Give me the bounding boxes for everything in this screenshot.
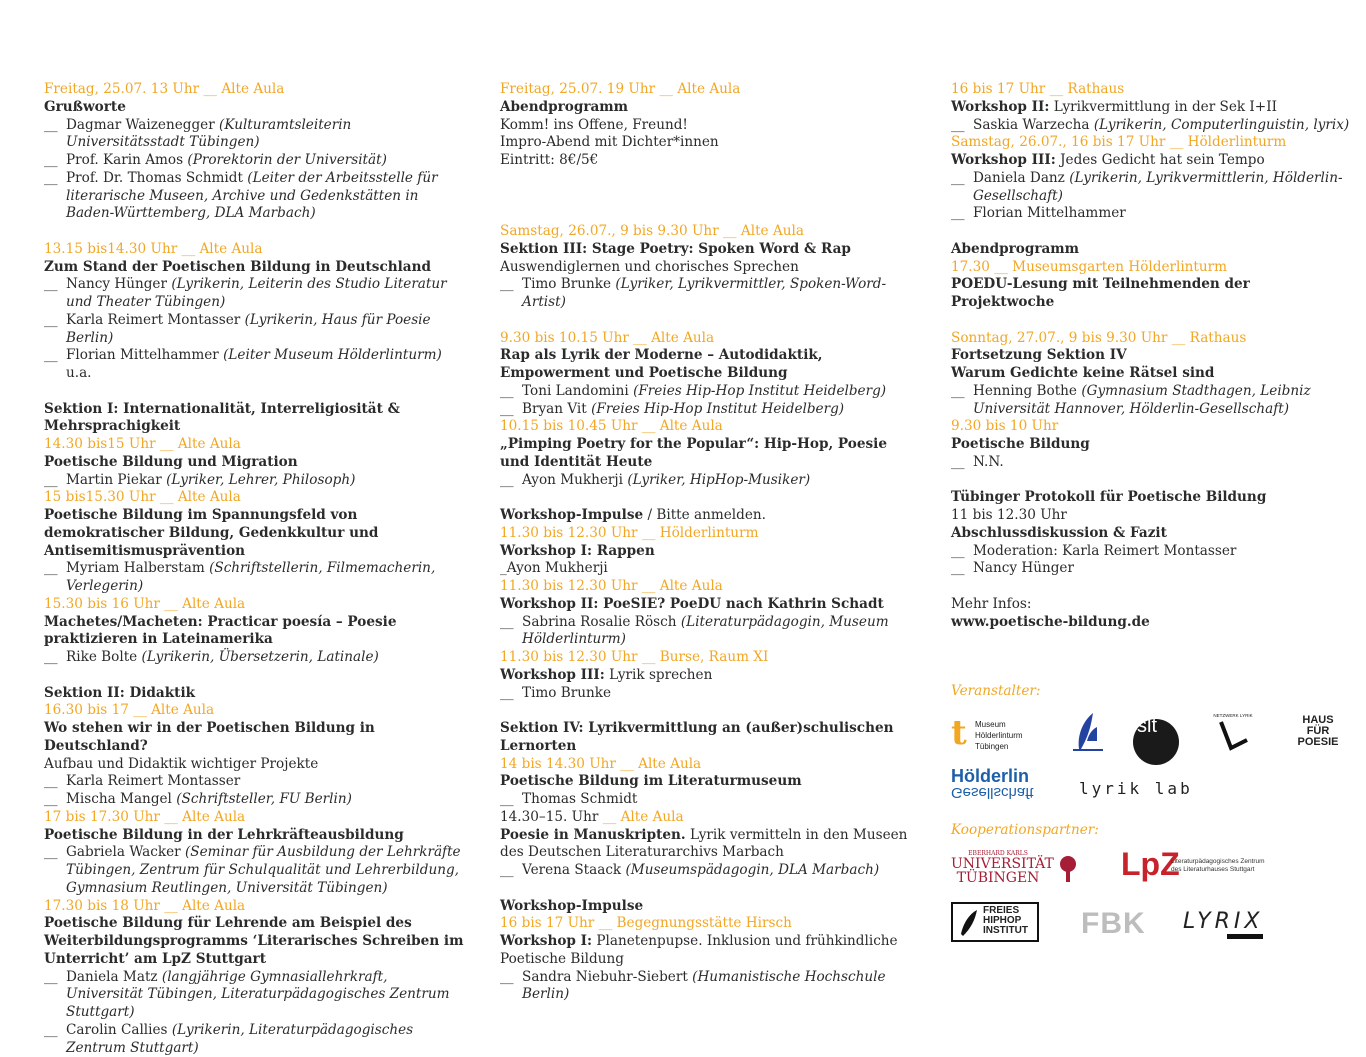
- speaker-role: (Seminar für Ausbildung der Lehrkräfte Tübingen, Zentrum für Schulqualität und Lehrerbildung, Gymnasium Reutlingen, Universität Tübingen): [66, 844, 461, 896]
- speaker-entry: [951, 383, 1351, 419]
- session-title: Workshop I: Rappen: [500, 542, 655, 559]
- session-title: [951, 152, 1351, 170]
- speaker-entry: [500, 862, 920, 880]
- session-time-location: 9.30 bis 10 Uhr: [951, 418, 1059, 435]
- dash-marker: __: [44, 276, 58, 293]
- speaker-role: (langjährige Gymnasiallehrkraft, Universität Tübingen, Literaturpädagogisches Zentrum Stuttgart): [66, 968, 450, 1020]
- dash-marker: __: [951, 169, 965, 186]
- speaker-name: Myriam Halberstam: [66, 560, 205, 577]
- program-column-3: [951, 81, 1351, 631]
- session-title: Poetische Bildung und Migration: [44, 453, 298, 470]
- session-time-location: 13.15 bis14.30 Uhr __ Alte Aula: [44, 240, 263, 257]
- speaker-entry: [44, 969, 464, 1022]
- dash-marker: __: [951, 382, 965, 399]
- spacer: [44, 223, 464, 241]
- speaker-entry: [500, 685, 920, 703]
- session-title: „Pimping Poetry for the Popular“: Hip-Hop, Poesie und Identität Heute: [500, 436, 887, 470]
- speaker-name: N.N.: [973, 453, 1004, 470]
- slt-text: slt: [1137, 714, 1157, 737]
- lyrik-lab-logo: [1079, 779, 1193, 798]
- session-title: Wo stehen wir in der Poetischen Bildung in Deutschland?: [44, 720, 375, 754]
- speaker-entry: [44, 560, 464, 596]
- session-time-location: 9.30 bis 10.15 Uhr __ Alte Aula: [500, 329, 715, 346]
- session-title: POEDU-Lesung mit Teilnehmenden der Projektwoche: [951, 276, 1250, 310]
- session-time-location: 14 bis 14.30 Uhr __ Alte Aula: [500, 755, 702, 772]
- speaker-entry: [500, 472, 920, 490]
- uni-text-1: UNIVERSITÄT: [951, 855, 1054, 872]
- museum-text-1: Museum: [975, 719, 1006, 729]
- speaker-entry: [500, 383, 920, 401]
- lyrix-logo: [1183, 908, 1273, 944]
- speaker-role: (Schriftsteller, FU Berlin): [176, 791, 352, 807]
- dash-marker: __: [44, 311, 58, 328]
- session-time-location: 14.30 bis15 Uhr __ Alte Aula: [44, 436, 241, 452]
- speaker-name: Timo Brunke: [522, 276, 612, 293]
- speaker-role: (Freies Hip-Hop Institut Heidelberg): [633, 382, 887, 399]
- slt-logo: [1133, 714, 1179, 765]
- program-column-2: [500, 81, 920, 1004]
- speaker-entry: [44, 170, 464, 223]
- speaker-name: Henning Bothe: [973, 382, 1077, 399]
- dash-marker: __: [951, 116, 965, 133]
- lpz-logo: [1121, 846, 1271, 890]
- museum-text-3: Tübingen: [975, 741, 1009, 751]
- session-title: Fortsetzung Sektion IV: [951, 347, 1127, 364]
- speaker-name: Sabrina Rosalie Rösch: [522, 613, 677, 630]
- session-title-bold: Workshop II:: [951, 98, 1050, 115]
- speaker-entry: [44, 152, 464, 170]
- dash-marker: __: [44, 791, 58, 807]
- speaker-role: (Lyriker, Lyrikvermittler, Spoken-Word-Artist): [522, 276, 887, 310]
- session-title: Zum Stand der Poetischen Bildung in Deutschland: [44, 258, 431, 275]
- session-title: Warum Gedichte keine Rätsel sind: [951, 365, 1215, 381]
- partner-logos: [951, 840, 1351, 950]
- dash-marker: __: [44, 471, 58, 488]
- dash-marker: __: [500, 382, 514, 399]
- spacer: [500, 312, 920, 330]
- session-title-rest: Planetenpupse. Inklusion und frühkindliche Poetische Bildung: [500, 933, 898, 967]
- speaker-name: Rike Bolte: [66, 649, 138, 665]
- spacer: [951, 312, 1351, 330]
- dash-marker: __: [951, 542, 965, 559]
- speaker-entry: [44, 844, 464, 897]
- dash-marker: __: [500, 791, 514, 807]
- dash-marker: __: [44, 773, 58, 790]
- speaker-entry: [951, 205, 1351, 223]
- organizer-logos: [951, 701, 1351, 809]
- session-title: Sektion II: Didaktik: [44, 684, 196, 701]
- haus-text-2: FÜR: [1306, 724, 1330, 737]
- spacer: [500, 170, 920, 223]
- speaker-name: Prof. Karin Amos: [66, 152, 184, 168]
- speaker-name: Sandra Niebuhr-Siebert: [522, 968, 688, 985]
- speaker-name: Verena Staack: [522, 862, 622, 878]
- lyrix-text: LYRIX: [1183, 908, 1264, 934]
- arbeitsstelle-feather-logo: [1067, 711, 1107, 755]
- dash-marker: __: [44, 347, 58, 364]
- speaker-name: Martin Piekar: [66, 471, 162, 488]
- fhi-text-1: FREIES: [983, 904, 1020, 916]
- speaker-role: (Lyrikerin, Übersetzerin, Latinale): [141, 649, 379, 665]
- speaker-name: Nancy Hünger: [66, 276, 167, 293]
- session-title: [500, 667, 920, 685]
- dash-marker: __: [500, 471, 514, 488]
- session-title: Workshop-Impulse: [500, 897, 644, 914]
- speaker-entry: [44, 117, 464, 153]
- speaker-name: Moderation: Karla Reimert Montasser: [973, 542, 1237, 559]
- dash-marker: __: [44, 1021, 58, 1038]
- museum-text-2: Hölderlinturm: [975, 730, 1023, 740]
- speaker-name: Daniela Danz: [973, 169, 1065, 186]
- speaker-extra: u.a.: [66, 365, 92, 381]
- session-title: Poetische Bildung für Lehrende am Beispiel des Weiterbildungsprogramms ‘Literarisches Schreiben im Unterricht’ am LpZ Stuttgart: [44, 915, 464, 967]
- dash-marker: __: [44, 560, 58, 577]
- session-text: Aufbau und Didaktik wichtiger Projekte: [44, 755, 319, 772]
- hoelderlin-text: Hölderlin: [951, 765, 1030, 786]
- speaker-name: Karla Reimert Montasser: [66, 773, 241, 790]
- hoelderlin-gesellschaft-logo: [951, 767, 1051, 801]
- fbk-logo: [1081, 904, 1151, 944]
- speaker-name: Ayon Mukherji: [522, 471, 623, 488]
- speaker-role: (Gymnasium Stadthagen, Leibniz Universität Hannover, Hölderlin-Gesellschaft): [973, 382, 1311, 417]
- lpz-desc-1: Literaturpädagogisches Zentrum: [1171, 857, 1265, 865]
- session-time-location: 16 bis 17 Uhr __ Rathaus: [951, 81, 1125, 97]
- speaker-name: Karla Reimert Montasser: [66, 311, 241, 328]
- dash-marker: __: [500, 968, 514, 985]
- session-title-rest: / Bitte anmelden.: [643, 507, 766, 523]
- session-title-rest: Lyrik vermitteln in den Museen des Deutschen Literaturarchivs Marbach: [500, 826, 908, 861]
- uni-text-2: TÜBINGEN: [956, 869, 1040, 886]
- dash-marker: __: [44, 152, 58, 168]
- session-title: [951, 99, 1351, 117]
- session-time-location: 15 bis15.30 Uhr __ Alte Aula: [44, 489, 241, 506]
- speaker-name: Timo Brunke: [522, 684, 612, 701]
- speaker-role: (Freies Hip-Hop Institut Heidelberg): [591, 400, 845, 417]
- speaker-entry: [500, 401, 920, 419]
- speaker-role: (Humanistische Hochschule Berlin): [522, 968, 886, 1003]
- dash-marker: __: [500, 684, 514, 701]
- speaker-role: (Lyriker, HipHop-Musiker): [627, 471, 811, 488]
- speaker-entry: [951, 117, 1351, 135]
- speaker-role: (Museumspädagogin, DLA Marbach): [625, 862, 880, 878]
- session-text: Eintritt: 8€/5€: [500, 152, 599, 168]
- speaker-role: (Lyriker, Lehrer, Philosoph): [166, 471, 356, 488]
- spacer: [500, 702, 920, 720]
- netzwerk-text: NETZWERK LYRIK: [1213, 712, 1253, 718]
- spacer: [951, 578, 1351, 596]
- session-title-bold: Poesie in Manuskripten.: [500, 826, 686, 843]
- session-text: Auswendiglernen und chorisches Sprechen: [500, 258, 799, 275]
- speaker-entry: [951, 454, 1351, 472]
- haus-fuer-poesie-logo: [1293, 715, 1343, 748]
- organizers-label: Veranstalter:: [951, 683, 1041, 699]
- session-text: _Ayon Mukherji: [500, 560, 608, 577]
- session-title-bold: Workshop-Impulse: [500, 507, 644, 523]
- speaker-entry: [44, 791, 464, 809]
- session-title-rest: Lyrikvermittlung in der Sek I+II: [1049, 98, 1277, 115]
- session-time-location: [500, 809, 920, 827]
- session-title-rest: Lyrik sprechen: [604, 666, 713, 683]
- logos-section: [951, 683, 1351, 950]
- speaker-role: (Lyrikerin, Leiterin des Studio Literatur und Theater Tübingen): [66, 276, 447, 310]
- universitaet-tuebingen-logo: [951, 850, 1081, 890]
- dash-marker: __: [44, 649, 58, 665]
- session-title: Poetische Bildung im Literaturmuseum: [500, 773, 802, 790]
- speaker-role: (Leiter Museum Hölderlinturm): [223, 347, 442, 364]
- session-title: Tübinger Protokoll für Poetische Bildung: [951, 489, 1267, 506]
- session-text: Impro-Abend mit Dichter*innen: [500, 134, 719, 151]
- session-title: Machetes/Macheten: Practicar poesía – Poesie praktizieren in Lateinamerika: [44, 613, 397, 648]
- haus-text-1: HAUS: [1302, 713, 1334, 726]
- dash-marker: __: [44, 968, 58, 985]
- session-title: [500, 507, 920, 525]
- speaker-entry: [44, 312, 464, 348]
- gesellschaft-text: Gesellschaft: [951, 783, 1034, 801]
- speaker-name: Carolin Callies: [66, 1021, 168, 1038]
- session-text: Komm! ins Offene, Freund!: [500, 116, 688, 133]
- speaker-role: (Leiter der Arbeitsstelle für literarische Museen, Archive und Gedenkstätten in Baden-Württemberg, DLA Marbach): [66, 169, 438, 222]
- dash-marker: __: [500, 276, 514, 293]
- speaker-role: (Lyrikerin, Lyrikvermittlerin, Hölderlin-Gesellschaft): [973, 169, 1343, 204]
- dash-marker: __: [500, 862, 514, 878]
- session-title: Abendprogramm: [951, 240, 1080, 257]
- spacer: [951, 223, 1351, 241]
- dash-marker: __: [500, 400, 514, 417]
- speaker-name: Nancy Hünger: [973, 560, 1074, 577]
- session-time: 14.30–15. Uhr: [500, 808, 603, 825]
- session-title-bold: Workshop I:: [500, 933, 593, 949]
- speaker-name: Thomas Schmidt: [522, 791, 638, 807]
- speaker-name: Saskia Warzecha: [973, 116, 1090, 133]
- session-text: Mehr Infos:: [951, 595, 1032, 612]
- session-title: Sektion III: Stage Poetry: Spoken Word & Rap: [500, 240, 851, 257]
- session-time-location: Samstag, 26.07., 16 bis 17 Uhr __ Hölderlinturm: [951, 134, 1287, 151]
- dash-marker: __: [951, 560, 965, 577]
- spacer: [500, 489, 920, 507]
- session-time-location: Freitag, 25.07. 13 Uhr __ Alte Aula: [44, 81, 285, 97]
- session-title: [500, 933, 920, 969]
- session-title: Sektion IV: Lyrikvermittlung an (außer)schulischen Lernorten: [500, 720, 894, 754]
- session-time-location: 11.30 bis 12.30 Uhr __ Burse, Raum XI: [500, 649, 769, 665]
- dash-marker: __: [951, 205, 965, 222]
- museum-hoelderlinturm-logo: t Museum Hölderlinturm Tübingen: [951, 712, 1023, 753]
- speaker-entry: [44, 472, 464, 490]
- session-title: Poetische Bildung in der Lehrkräfteausbildung: [44, 826, 404, 843]
- speaker-entry: [500, 614, 920, 650]
- speaker-entry: [44, 649, 464, 667]
- speaker-entry: [951, 560, 1351, 578]
- dash-marker: __: [951, 453, 965, 470]
- website-link[interactable]: www.poetische-bildung.de: [951, 613, 1150, 630]
- spacer: [44, 383, 464, 401]
- session-title: Rap als Lyrik der Moderne – Autodidaktik, Empowerment und Poetische Bildung: [500, 347, 823, 381]
- speaker-role: (Lyrikerin, Computerlinguistin, lyrix): [1093, 116, 1350, 133]
- session-time-location: 10.15 bis 10.45 Uhr __ Alte Aula: [500, 418, 723, 435]
- dash-marker: __: [44, 116, 58, 133]
- speaker-role: (Lyrikerin, Literaturpädagogisches Zentrum Stuttgart): [66, 1021, 414, 1056]
- session-time-location: Sonntag, 27.07., 9 bis 9.30 Uhr __ Rathaus: [951, 329, 1247, 346]
- lpz-text: LpZ: [1121, 845, 1180, 882]
- speaker-role: (Schriftstellerin, Filmemacherin, Verlegerin): [66, 560, 436, 594]
- speaker-entry: [500, 276, 920, 312]
- session-time-location: 16.30 bis 17 __ Alte Aula: [44, 702, 215, 719]
- spacer: [44, 667, 464, 685]
- speaker-role: (Lyrikerin, Haus für Poesie Berlin): [66, 311, 431, 346]
- speaker-entry: [44, 347, 464, 383]
- session-time-location: 17.30 __ Museumsgarten Hölderlinturm: [951, 258, 1228, 275]
- spacer: [500, 880, 920, 898]
- netzwerk-lyrik-logo: [1213, 713, 1253, 757]
- speaker-name: Prof. Dr. Thomas Schmidt: [66, 169, 243, 186]
- speaker-role: (Kulturamtsleiterin Universitätsstadt Tübingen): [66, 116, 352, 151]
- speaker-role: (Literaturpädagogin, Museum Hölderlinturm): [522, 613, 889, 648]
- dash-marker: __: [44, 169, 58, 186]
- lyrik-lab-text: lyrik lab: [1079, 778, 1193, 798]
- spacer: [951, 472, 1351, 490]
- speaker-entry: [44, 276, 464, 312]
- session-location: __ Alte Aula: [602, 808, 684, 825]
- speaker-entry: [951, 170, 1351, 206]
- speaker-entry: [44, 1022, 464, 1057]
- fhi-text-2: HIPHOP: [983, 914, 1022, 926]
- session-title: Workshop II: PoeSIE? PoeDU nach Kathrin Schadt: [500, 595, 884, 612]
- lpz-desc-2: des Literaturhauses Stuttgart: [1171, 865, 1255, 873]
- session-title: Poetische Bildung im Spannungsfeld von demokratischer Bildung, Gedenkkultur und Antisemitismusprävention: [44, 507, 379, 559]
- program-column-1: [44, 81, 464, 1057]
- speaker-name: Mischa Mangel: [66, 791, 172, 807]
- dash-marker: __: [44, 844, 58, 861]
- speaker-entry: [44, 773, 464, 791]
- fhi-text-3: INSTITUT: [983, 924, 1028, 936]
- session-title: Poetische Bildung: [951, 436, 1090, 452]
- speaker-name: Toni Landomini: [522, 382, 629, 399]
- partners-label: Kooperationspartner:: [951, 821, 1099, 838]
- speaker-entry: [951, 543, 1351, 561]
- uni-small-text: EBERHARD KARLS: [968, 849, 1028, 857]
- speaker-entry: [500, 969, 920, 1005]
- session-time-location: 15.30 bis 16 Uhr __ Alte Aula: [44, 595, 246, 612]
- session-time-location: 16 bis 17 Uhr __ Begegnungsstätte Hirsch: [500, 915, 792, 932]
- session-time-location: Samstag, 26.07., 9 bis 9.30 Uhr __ Alte Aula: [500, 223, 804, 239]
- speaker-name: Gabriela Wacker: [66, 844, 181, 861]
- session-title-bold: Workshop III:: [500, 666, 605, 683]
- session-title-rest: Jedes Gedicht hat sein Tempo: [1055, 152, 1265, 168]
- session-title: [500, 827, 920, 863]
- session-time-location: Freitag, 25.07. 19 Uhr __ Alte Aula: [500, 81, 741, 97]
- session-title: Abschlussdiskussion & Fazit: [951, 524, 1167, 541]
- session-text: 11 bis 12.30 Uhr: [951, 507, 1067, 523]
- speaker-name: Florian Mittelhammer: [66, 347, 219, 364]
- speaker-name: Daniela Matz: [66, 968, 158, 985]
- session-time-location: 11.30 bis 12.30 Uhr __ Hölderlinturm: [500, 524, 759, 541]
- speaker-role: (Prorektorin der Universität): [187, 152, 387, 168]
- speaker-entry: [500, 791, 920, 809]
- session-title: Sektion I: Internationalität, Interreligiosität & Mehrsprachigkeit: [44, 400, 400, 435]
- session-title: Abendprogramm: [500, 98, 629, 115]
- session-time-location: 11.30 bis 12.30 Uhr __ Alte Aula: [500, 578, 723, 594]
- fbk-text: FBK: [1081, 906, 1146, 940]
- session-time-location: 17.30 bis 18 Uhr __ Alte Aula: [44, 897, 246, 914]
- session-title-bold: Workshop III:: [951, 152, 1056, 168]
- session-time-location: 17 bis 17.30 Uhr __ Alte Aula: [44, 808, 246, 825]
- haus-text-3: POESIE: [1297, 735, 1339, 748]
- speaker-name: Florian Mittelhammer: [973, 205, 1126, 222]
- speaker-name: Bryan Vit: [522, 400, 587, 417]
- session-title: Grußworte: [44, 98, 126, 115]
- speaker-name: Dagmar Waizenegger: [66, 116, 215, 133]
- dash-marker: __: [500, 613, 514, 630]
- freies-hiphop-institut-logo: [951, 902, 1039, 942]
